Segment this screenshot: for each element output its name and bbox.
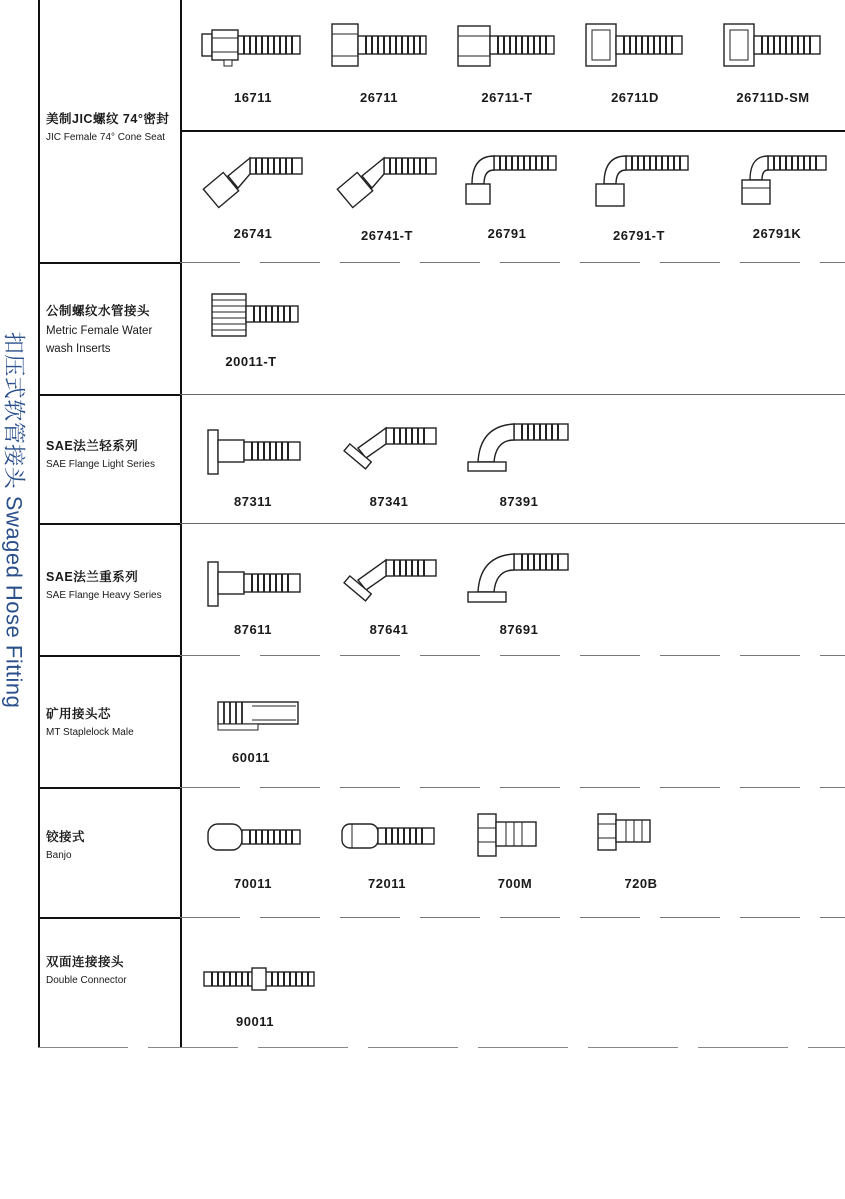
label-zh: 铰接式 [46,830,86,844]
fitting-code: 26791 [487,226,527,241]
fitting-code: 87391 [499,494,539,509]
flange-elbow-90-icon [464,418,574,478]
label-zh: 双面连接接头 [46,955,125,969]
straight-fitting-icon [452,20,562,70]
fitting-item [574,150,704,250]
elbow-90-fitting-icon [452,150,562,210]
fitting-code: 70011 [234,876,272,891]
banjo-fitting-icon [332,818,442,858]
banjo-bolt-icon [460,810,570,860]
fitting-code: 26741-T [361,228,413,243]
fitting-code: 16711 [234,90,272,105]
fitting-code: 26711-T [481,90,533,105]
side-title [0,0,30,1060]
double-connector-icon [200,964,320,994]
section-label-metric-water [46,302,174,358]
label-zh: 公制螺纹水管接头 [46,304,151,318]
section-label-sae-heavy [46,568,181,604]
label-en: SAE Flange Heavy Series [46,590,162,601]
label-zh: SAE法兰重系列 [46,570,139,584]
section-label-jic [46,110,181,146]
elbow-45-fitting-icon [332,150,442,210]
fitting-item [188,818,318,918]
straight-fitting-icon [198,20,308,70]
fitting-code: 26791K [752,226,802,241]
fitting-code: 700M [497,876,533,891]
staplelock-male-icon [196,698,306,738]
label-en: Banjo [46,850,72,861]
fitting-item [576,810,706,910]
fitting-code: 26791-T [613,228,665,243]
elbow-90-fitting-icon [584,150,694,210]
flange-elbow-90-icon [464,548,574,608]
fitting-item [314,20,444,120]
banjo-fitting-icon [198,818,308,858]
fitting-code: 20011-T [225,354,277,369]
section-divider [38,262,180,264]
fitting-code: 90011 [236,1014,274,1029]
banjo-bolt-icon [586,810,696,860]
section-divider [38,917,180,919]
section-divider [38,787,180,789]
label-en: JIC Female 74° Cone Seat [46,132,166,143]
straight-fitting-icon [580,20,690,70]
fitting-item [188,560,318,660]
flange-straight-icon [198,560,308,610]
elbow-45-fitting-icon [198,150,308,210]
fitting-code: 26741 [233,226,273,241]
fitting-code: 87611 [234,622,272,637]
fitting-code: 60011 [232,750,270,765]
elbow-90-fitting-icon [722,150,832,210]
column-divider [180,0,182,1048]
section-divider [38,523,180,525]
straight-fitting-icon [196,292,306,342]
fitting-item [188,428,318,528]
section-divider-right [180,394,845,395]
fitting-item [324,418,454,518]
section-label-sae-light [46,437,181,473]
label-en: Double Connector [46,975,127,986]
fitting-item [450,810,580,910]
fitting-item [442,20,572,120]
section-divider-right [180,262,845,263]
fitting-code: 26711D [611,90,659,105]
label-zh: SAE法兰轻系列 [46,439,139,453]
label-en: SAE Flange Light Series [46,459,155,470]
label-en: MT Staplelock Male [46,727,134,738]
fitting-item [570,20,700,120]
fitting-code: 26711D-SM [736,90,810,105]
label-zh: 美制JIC螺纹 74°密封 [46,112,170,126]
fitting-item [186,698,316,798]
section-divider [38,655,180,657]
row-divider [180,130,845,132]
section-label-double-connector [46,953,181,989]
label-zh: 矿用接头芯 [46,707,112,721]
fitting-code: 72011 [368,876,406,891]
fitting-item [712,150,842,250]
fitting-code: 720B [624,876,658,891]
straight-fitting-icon [718,20,828,70]
fitting-item [324,550,454,650]
fitting-catalog-table [38,0,845,1048]
section-label-banjo [46,828,181,864]
flange-straight-icon [198,428,308,478]
section-divider [38,394,180,396]
section-label-mt-staplelock [46,705,181,741]
fitting-item [188,150,318,250]
fitting-item [322,818,452,918]
flange-elbow-45-icon [334,550,444,610]
label-en: Metric Female Water wash Inserts [46,325,153,355]
fitting-item [708,20,838,120]
bottom-rule [38,1047,845,1048]
fitting-item [454,418,584,518]
fitting-item [186,292,316,392]
fitting-code: 87691 [499,622,539,637]
fitting-code: 26711 [360,90,398,105]
fitting-item [454,548,584,648]
fitting-item [188,20,318,120]
fitting-item [322,150,452,250]
straight-fitting-icon [324,20,434,70]
fitting-item [190,964,320,1064]
fitting-code: 87311 [234,494,272,509]
side-title-text: 扣压式软管接头 Swaged Hose Fitting [1,331,27,709]
fitting-code: 87641 [369,622,409,637]
flange-elbow-45-icon [334,418,444,478]
fitting-code: 87341 [369,494,409,509]
fitting-item [442,150,572,250]
